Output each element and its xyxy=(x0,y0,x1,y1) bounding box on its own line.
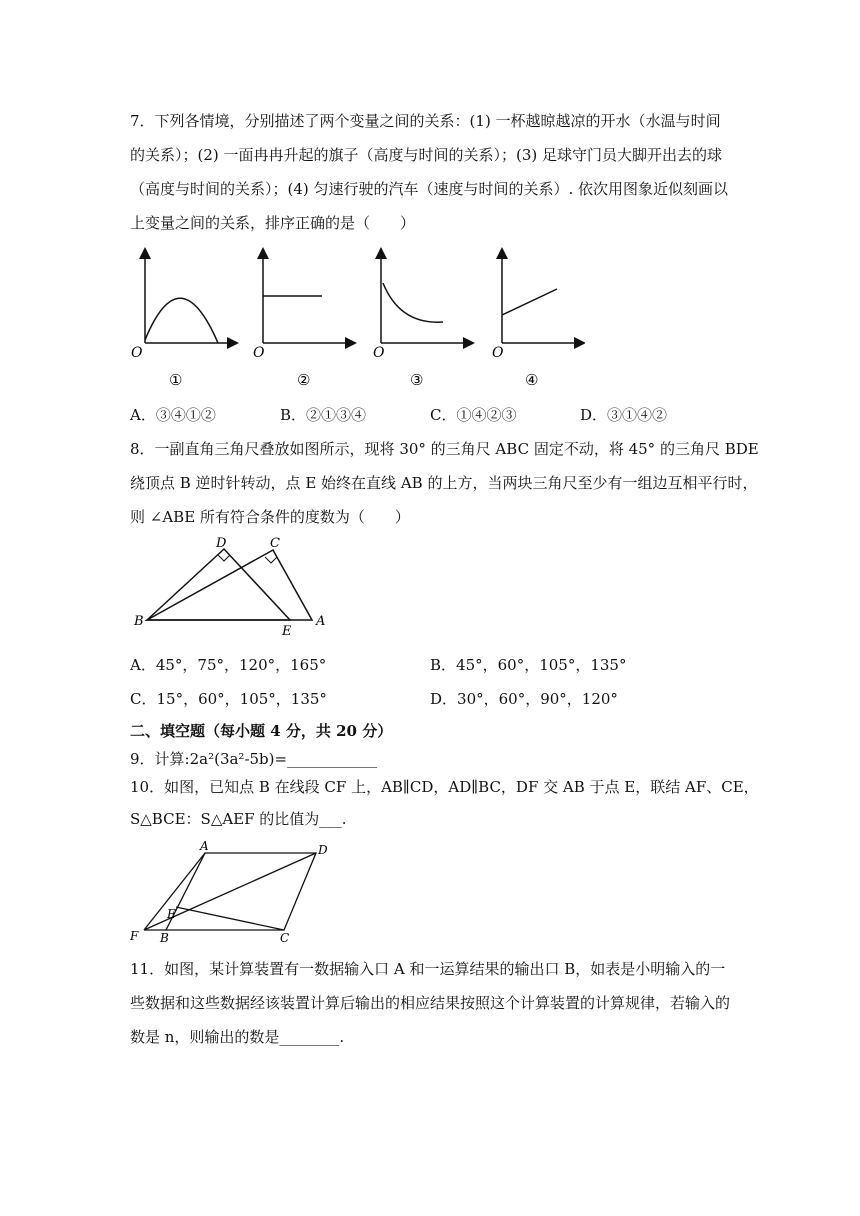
q7-graphs xyxy=(125,245,585,390)
q9-text: 9．计算:2a²(3a²-5b)=____________ xyxy=(130,750,378,768)
graph-2-label: ② xyxy=(297,371,311,389)
graph-2 xyxy=(253,253,351,389)
point-a-label: A xyxy=(316,614,326,629)
graph-3-origin: O xyxy=(373,345,385,361)
graph-1-label: ① xyxy=(169,371,183,389)
q10-line-2: S△BCE：S△AEF 的比值为___. xyxy=(130,810,347,828)
point-f-label: F xyxy=(130,929,139,943)
q7-line-2: 的关系）；(2) 一面冉冉升起的旗子（高度与时间的关系）；(3) 足球守门员大脚开出去的球 xyxy=(130,146,723,164)
q8-option-a[interactable]: A．45°，75°，120°，165° xyxy=(130,656,327,674)
graph-3 xyxy=(373,253,469,389)
graph-4 xyxy=(492,253,580,389)
q7-option-a[interactable]: A．③④①② xyxy=(130,406,216,424)
q8-option-b[interactable]: B．45°，60°，105°，135° xyxy=(430,656,627,674)
graph-4-label: ④ xyxy=(525,371,539,389)
q11-line-3: 数是 n，则输出的数是________. xyxy=(130,1028,345,1046)
q10-line-1: 10．如图，已知点 B 在线段 CF 上，AB∥CD，AD∥BC，DF 交 AB 于点 E，联结 AF、CE， xyxy=(130,778,759,796)
q8-line-3: 则 ∠ABE 所有符合条件的度数为（ ） xyxy=(130,508,410,526)
q10-parallelogram-figure xyxy=(128,838,340,946)
q8-triangles-figure xyxy=(130,535,340,640)
point-e-label: E xyxy=(167,907,176,921)
graph-1 xyxy=(131,253,233,389)
section-2-title: 二、填空题（每小题 4 分，共 20 分） xyxy=(130,722,393,740)
q7-line-4: 上变量之间的关系，排序正确的是（ ） xyxy=(130,214,416,232)
q8-option-d[interactable]: D．30°，60°，90°，120° xyxy=(430,690,618,708)
q7-option-d[interactable]: D．③①④② xyxy=(580,406,668,424)
graph-3-label: ③ xyxy=(410,371,424,389)
q11-line-1: 11．如图，某计算装置有一数据输入口 A 和一运算结果的输出口 B，如表是小明输入的一 xyxy=(130,960,726,978)
q8-option-c[interactable]: C．15°，60°，105°，135° xyxy=(130,690,327,708)
point-c-label: C xyxy=(270,536,280,551)
q7-line-1: 7．下列各情境，分别描述了两个变量之间的关系：(1) 一杯越晾越凉的开水（水温与时间 xyxy=(130,112,721,130)
q7-option-c[interactable]: C．①④②③ xyxy=(430,406,517,424)
point-e-label: E xyxy=(282,624,292,639)
point-a-label: A xyxy=(200,839,209,853)
point-b-label: B xyxy=(160,931,169,945)
point-d-label: D xyxy=(216,536,227,551)
q11-line-2: 些数据和这些数据经该装置计算后输出的相应结果按照这个计算装置的计算规律，若输入的 xyxy=(130,994,731,1012)
point-d-label: D xyxy=(318,843,328,857)
point-c-label: C xyxy=(280,931,290,945)
point-b-label: B xyxy=(134,614,144,629)
graph-2-origin: O xyxy=(253,345,265,361)
q8-line-2: 绕顶点 B 逆时针转动，点 E 始终在直线 AB 的上方，当两块三角尺至少有一组边互相平行时， xyxy=(130,474,758,492)
graph-4-origin: O xyxy=(492,345,504,361)
q8-line-1: 8．一副直角三角尺叠放如图所示，现将 30° 的三角尺 ABC 固定不动，将 45° 的三角尺 BDE xyxy=(130,440,759,458)
graph-1-origin: O xyxy=(131,345,143,361)
q7-line-3: （高度与时间的关系）；(4) 匀速行驶的汽车（速度与时间的关系）. 依次用图象近似刻画以 xyxy=(130,180,729,198)
q7-option-b[interactable]: B．②①③④ xyxy=(280,406,367,424)
